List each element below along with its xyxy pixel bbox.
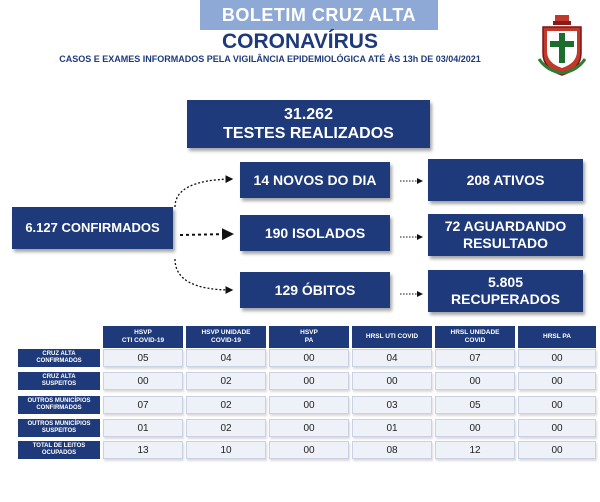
table-cell: 01 [103,419,183,437]
table-cell: 04 [352,349,432,367]
table-cell: 00 [269,372,349,390]
row-header [18,372,100,390]
recovered-count: 5.805 [487,274,524,291]
table-cell: 07 [435,349,515,367]
recovered-box [428,270,583,312]
page-headline: CORONAVÍRUS [222,30,378,53]
table-cell: 00 [269,419,349,437]
row-header-line1: OUTROS MUNICÍPIOS [27,421,91,428]
column-header-line1: HSVP [300,328,318,336]
awaiting-box [428,214,583,256]
active-text: 208 ATIVOS [466,171,545,188]
arrow-to-new [175,179,232,207]
row-header-line2: CONFIRMADOS [36,358,82,364]
bulletin-title: BOLETIM CRUZ ALTA [200,0,438,30]
column-header-line1: HRSL PA [543,332,571,340]
deaths-box [240,272,390,308]
table-cell: 05 [435,396,515,414]
column-header [352,326,432,348]
table-cell: 08 [352,441,432,459]
new-today-text: 14 NOVOS DO DIA [253,171,377,188]
active-box [428,159,583,201]
table-cell: 00 [269,396,349,414]
isolated-text: 190 ISOLADOS [264,224,366,241]
city-crest-logo [537,13,587,79]
confirmed-text: 6.127 CONFIRMADOS [25,220,160,236]
deaths-text: 129 ÓBITOS [274,281,356,298]
row-header [18,441,100,459]
row-header [18,396,100,414]
row-header-line2: SUSPEITOS [41,428,77,434]
column-header-line2: COVID-19 [211,337,241,344]
row-header-line2: SUSPEITOS [41,381,77,387]
arrow-to-deaths [175,259,232,290]
table-cell: 01 [352,419,432,437]
table-cell: 00 [518,349,596,367]
row-header-line2: OCUPADOS [41,450,77,456]
tests-box [187,100,430,148]
row-header-line1: OUTROS MUNICÍPIOS [27,398,91,405]
column-header [103,326,183,348]
table-cell: 00 [269,349,349,367]
column-header-line2: PA [304,337,314,344]
table-cell: 00 [518,419,596,437]
row-header-line1: CRUZ ALTA [42,374,76,381]
table-cell: 00 [518,441,596,459]
row-header-line1: TOTAL DE LEITOS [32,443,86,450]
row-header-line1: CRUZ ALTA [42,351,76,358]
new-today-box [240,162,390,198]
report-subtitle: CASOS E EXAMES INFORMADOS PELA VIGILÂNCIA EPIDEMIOLÓGICA ATÉ ÀS 13h DE 03/04/2021 [59,54,481,64]
table-cell: 02 [186,372,266,390]
column-header-line1: HSVP [134,328,152,336]
tests-label: TESTES REALIZADOS [223,125,394,142]
column-header-line1: HRSL UTI COVID [365,332,419,340]
table-cell: 02 [186,419,266,437]
table-cell: 10 [186,441,266,459]
column-header [186,326,266,348]
row-header [18,349,100,367]
table-cell: 00 [518,396,596,414]
arrow-to-isolated [180,234,232,235]
table-cell: 00 [103,372,183,390]
table-cell: 04 [186,349,266,367]
awaiting-line1: 72 AGUARDANDO [444,218,567,235]
crest-cross [559,33,565,63]
table-cell: 02 [186,396,266,414]
row-header-line2: CONFIRMADOS [36,405,82,411]
awaiting-line2: RESULTADO [462,235,549,251]
column-header-line1: HSVP UNIDADE [201,328,251,336]
table-cell: 00 [435,372,515,390]
column-header-line1: HRSL UNIDADE [450,328,500,336]
table-cell: 05 [103,349,183,367]
tests-count: 31.262 [284,105,333,123]
table-cell: 13 [103,441,183,459]
table-cell: 03 [352,396,432,414]
table-cell: 00 [352,372,432,390]
table-cell: 00 [518,372,596,390]
table-cell: 00 [435,419,515,437]
column-header [518,326,596,348]
table-cell: 07 [103,396,183,414]
column-header-line2: CTI COVID-19 [121,337,165,344]
confirmed-box [12,207,173,249]
column-header-line2: COVID [464,337,486,344]
isolated-box [240,215,390,251]
row-header [18,419,100,437]
recovered-label: RECUPERADOS [451,291,560,307]
column-header [269,326,349,348]
table-cell: 00 [269,441,349,459]
column-header [435,326,515,348]
table-cell: 12 [435,441,515,459]
